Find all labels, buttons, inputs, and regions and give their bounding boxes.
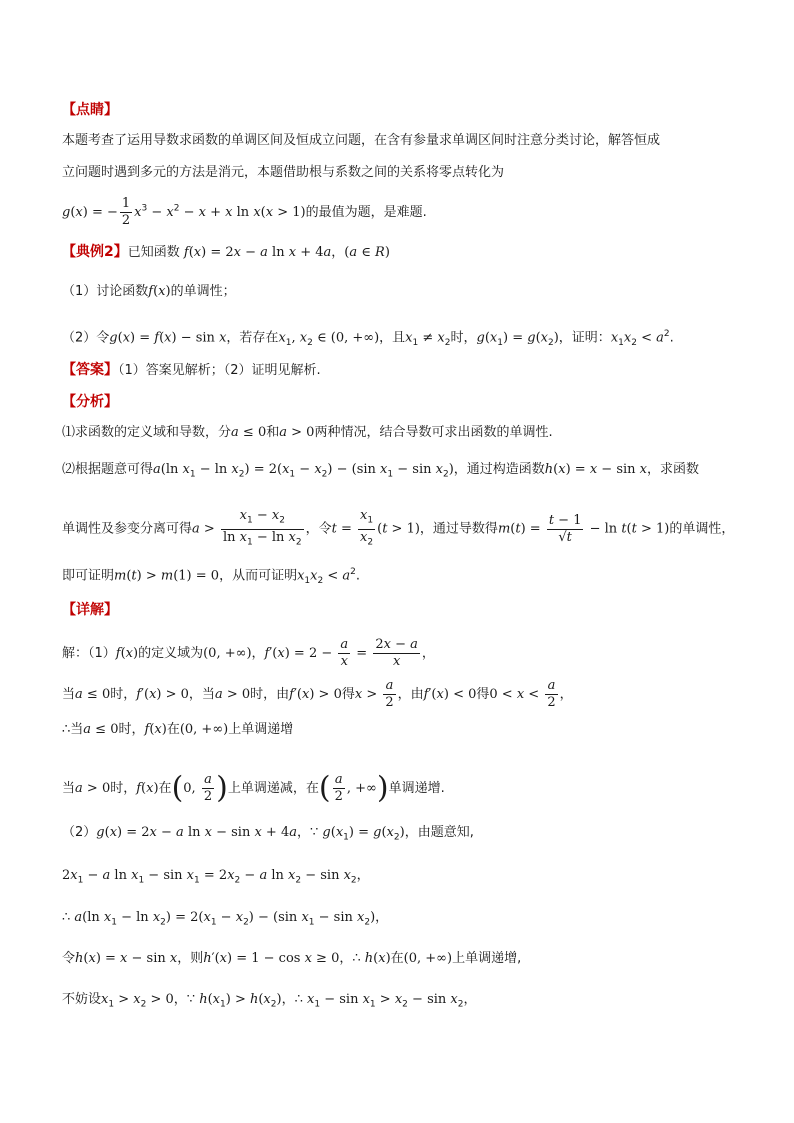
example-line: 【典例2】已知函数 f(x) = 2x − a ln x + 4a，(a ∈ R)	[62, 244, 390, 260]
question-1: （1）讨论函数f(x)的单调性；	[62, 284, 236, 299]
detail-line-7: ∴ a(ln $x_1 - \ln x_2) = 2(x_1 - x_2) - (\sin$ $x_1 - \sin x_2$)，	[62, 910, 389, 928]
detail-line-2: 当a ≤ 0时，f′(x) > 0，当a > 0时，由f′(x) > 0得x > $\frac{a}{2}$ ，由f′(x) < 0得0 < x < $\frac{a}{2}$ ，	[62, 678, 573, 710]
detail-heading: 【详解】	[62, 602, 118, 618]
detail-line-9: 不妨设$x_1 > x_2 > 0$，∵ $h(x_1) > h(x_2)$，∴ $x_1 - \sin x_1 > x_2 - \sin x_2$，	[62, 992, 477, 1010]
detail-line-4: 当a > 0时，f(x)在(0, $\frac{a}{2}$ )上单调递减，在( $\frac{a}{2}$ , +∞)单调递增.	[62, 770, 445, 806]
dianjing-line-1: 本题考查了运用导数求函数的单调区间及恒成立问题，在含有参量求单调区间时注意分类讨论，解答恒成	[62, 133, 661, 148]
answer-line: 【答案】（1）答案见解析；（2）证明见解析.	[62, 362, 321, 378]
question-2: （2）令g(x) = f(x) − sin x，若存在$x_1$, $x_2$ ∈ (0, +∞)，且$x_1 \ne x_2$时，$g(x_1) = g(x_2)$，证明：$x_1x_2 < a^2$.	[62, 329, 674, 348]
example-heading: 【典例2】	[62, 244, 128, 260]
detail-line-5: （2）g(x) = 2x − a ln x − sin x + 4a，∵ $g(x_1) = g(x_2)$，由题意知,	[62, 825, 474, 843]
analysis-line-3: 单调性及参变分离可得a > $\frac{x_1 - x_2}{\ln x_1 - \ln x_2}$ ，令t = $\frac{x_1}{x_2}$ (t > 1)，通过导数得m(t) = $\frac{t - 1}{√t}$ − ln t(t > 1)的单调性，	[62, 508, 735, 548]
analysis-line-2: ⑵根据题意可得a(ln $x_1 - \ln x_2) = 2(x_1 - x_2) - (\sin$ $x_1 - \sin x_2$)，通过构造函数h(x) = x − sin x，求函数	[62, 462, 700, 480]
dianjing-line-3: g(x) = − $\frac{1}{2}$ $x^3 - x^2 - x + x$ ln x(x > 1)的最值为题，是难题.	[62, 196, 427, 228]
answer-heading: 【答案】	[62, 362, 118, 378]
dianjing-line-2: 立问题时遇到多元的方法是消元，本题借助根与系数之间的关系将零点转化为	[62, 165, 505, 180]
detail-line-3: ∴当a ≤ 0时，f(x)在(0, +∞)上单调递增	[62, 722, 294, 737]
dianjing-heading: 【点睛】	[62, 102, 118, 118]
detail-line-1: 解：（1）f(x)的定义域为(0, +∞)，f′(x) = 2 − $\frac{a}{x}$ = $\frac{2x - a}{x}$ ，	[62, 637, 435, 669]
detail-line-6: $2x_1 - a$ $\ln x_1 - \sin x_1 = 2x_2 - a$ $\ln x_2 - \sin x_2$，	[62, 868, 370, 886]
analysis-line-4: 即可证明m(t) > m(1) = 0，从而可证明$x_1x_2 < a^2$.	[62, 567, 361, 586]
analysis-line-1: ⑴求函数的定义域和导数，分a ≤ 0和a > 0两种情况，结合导数可求出函数的单调性.	[62, 425, 553, 440]
analysis-heading: 【分析】	[62, 394, 118, 410]
detail-line-8: 令h(x) = x − sin x，则h′(x) = 1 − cos x ≥ 0，∴ h(x)在(0, +∞)上单调递增,	[62, 951, 522, 966]
